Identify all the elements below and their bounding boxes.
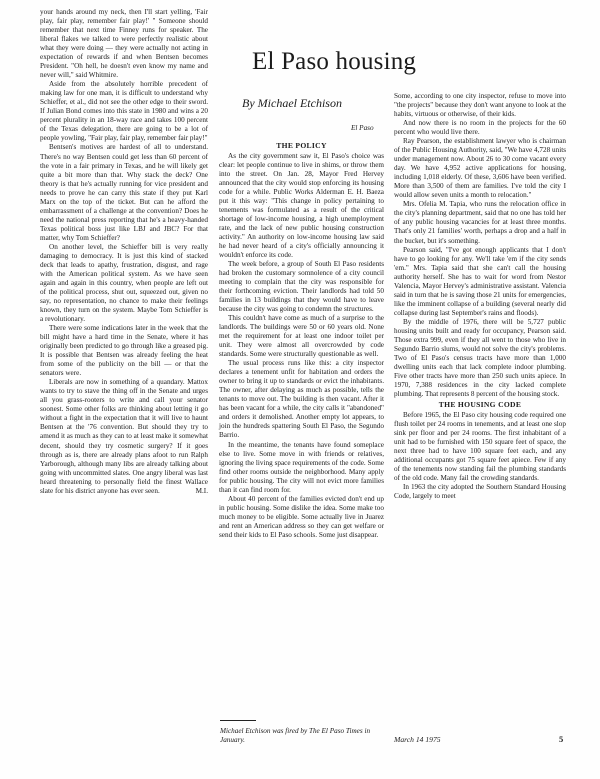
- paragraph: Liberals are now in something of a quandary. Mattox wants to try to stave the thing off in the Senate and urges all you grass-rooters to write and call your senator soonest. Some other folks are thinking about letting it go without a fight in the expectation that it will live to haunt Bentsen at the '76 convention. But should they try to amend it as much as they can to at least make it somewhat decent, should they try cosmetic surgery? If it goes through as is, there are already plans afoot to run Ralph Yarborough, although many libs are already talking about going with uncommitted slates. One angry liberal was last heard threatening to personally field the finest Wallace slate for his district anyone has ever seen.: [40, 378, 208, 495]
- paragraph: On another level, the Schieffer bill is very really damaging to democracy. It is just this kind of stacked deck that leads to apathy, frustration, disgust, and rage with the American political system. As we have seen again and again in this country, when people are left out of the political process, shut out, squeezed out, given no say, no representation, no chance to make their feelings known, they turn on the system. Maybe Tom Schieffer is a revolutionary.: [40, 242, 208, 324]
- paragraph: Aside from the absolutely horrible precedent of making law for one man, it is difficult to understand why Schieffer, et al., did not see the other edge to their sword. If Julian Bond comes into this state in 1980 and wins a 20 percent plurality in an 18-way race and takes 100 percent of the Texas delegation, there are going to be a lot of people yowling, "Fair play, fair play, remember fair play!": [40, 80, 208, 143]
- column-middle: [219, 140, 384, 540]
- section-heading-policy: THE POLICY: [276, 141, 327, 150]
- paragraph: Ray Pearson, the establishment lawyer who is chairman of the Public Housing Authority, said, "We have 4,728 units under management now. About 26 to 30 come vacant every day. We have 4,952 active applications for housing, including 1,018 elderly. Of these, 3,606 have been verified. More than 3,500 of them are families. I've told the city I would allow seven units a month to relocation.": [394, 137, 566, 200]
- byline: By Michael Etchison: [242, 96, 342, 110]
- author-initials: M.I.: [195, 486, 208, 495]
- paragraph: There were some indications later in the week that the bill might have a hard time in the Senate, where it has originally been predicted to go through like a greased pig. It is possible that Bentsen was already feeling the heat from some of the publicity on the bill — or that the senators were.: [40, 324, 208, 378]
- paragraph: This couldn't have come as much of a surprise to the landlords. The buildings were 50 or 60 years old. None met the requirement for at least one indoor toilet per unit. They were almost all overcrowded by code standards. Some were structurally questionable as well.: [219, 314, 384, 359]
- paragraph: Before 1965, the El Paso city housing code required one flush toilet per 24 rooms in tenements, and at least one slop sink per floor and per 24 rooms. The first inhabitant of a unit had to be furnished with 150 square feet of space, the next three had to have 100 square feet each, and any additional occupants got 75 square feet apiece. Few if any of the tenements now standing fail the plumbing standards of the old code. Many fail the crowding standards.: [394, 410, 566, 482]
- headline: El Paso housing: [252, 48, 417, 75]
- column-left: [40, 8, 208, 496]
- paragraph: About 40 percent of the families evicted don't end up in public housing. Some dislike the idea. Some make too much money to be eligible. Some actually live in Juarez and rent an American address so they can get welfare or send their kids to El Paso schools. Some just disappear.: [219, 494, 384, 539]
- paragraph: Mrs. Ofelia M. Tapia, who runs the relocation office in the city's planning department, said that no one has told her of any public housing vacancies for at least three months. That's only 21 families' worth, perhaps a drop and a half in the bucket, but it's something.: [394, 200, 566, 245]
- paragraph: By the middle of 1976, there will be 5,727 public housing units built and ready for occupancy, Pearson said. Those extra 999, even if they all went to those who live in Segundo Barrio slums, would not solve the city's problems. Two of El Paso's census tracts have more than 1,000 dwelling units each that lack complete indoor plumbing. Five other tracts have more than 250 such units apiece. In 1970, 7,388 residences in the city lacked complete plumbing. That represents 8 percent of the housing stock.: [394, 317, 566, 399]
- author-credit: Michael Etchison was fired by The El Paso Times in January.: [220, 727, 371, 745]
- paragraph: The usual process runs like this: a city inspector declares a tenement unfit for habitation and orders the owner to bring it up to standards or evict the inhabitants. The owner, after delaying as much as possible, tells the tenants to move out. The building is then vacant. After it has been vacant for a while, the city calls it "abandoned" and orders it demolished. Another empty lot appears, to join the hundreds spattering South El Paso, the Segundo Barrio.: [219, 359, 384, 440]
- paragraph: Bentsen's motives are hardest of all to understand. There's no way Bentsen could get less than 60 percent of the vote in a fair primary in Texas, and he will likely get quite a bit more than that. Why stack the deck? One theory is that he's actually running for vice president and needs to prove he can carry this state if they put Karl Marx on the top of the ticket. But can he afford the embarrassment of a challenge at the convention? Does he need the national press reporting that he's a heavy-handed Texas political boss just like LBJ and JBC? For that matter, why Tom Schieffer?: [40, 143, 208, 242]
- paragraph: Pearson said, "I've got enough applicants that I don't have to go looking for any. We'll take 'em if the city sends 'em." Mrs. Tapia said that she can't call the housing authority herself. She has to wait for word from Nestor Valencia, Mayor Hervey's administrative assistant. Valencia said in turn that he is saving those 21 units for emergencies, like the imminent collapse of a building (several nearly did collapse during last September's rains and floods).: [394, 245, 566, 317]
- paragraph: Some, according to one city inspector, refuse to move into "the projects" because they don't want anyone to look at the habits, virtuous or otherwise, of their kids.: [394, 92, 566, 119]
- paragraph: The week before, a group of South El Paso residents had broken the customary somnolence of a city council meeting to complain that the city was responsible for their forthcoming eviction. Their landlords had told 50 families in 13 buildings that they would have to leave because the city was going to condemn the structures.: [219, 259, 384, 314]
- paragraph: In 1963 the city adopted the Southern Standard Housing Code, largely to meet: [394, 482, 566, 500]
- paragraph: And now there is no room in the projects for the 60 percent who would live there.: [394, 119, 566, 137]
- issue-date: March 14 1975: [394, 735, 441, 744]
- page-number: 5: [559, 734, 564, 744]
- credit-rule: [220, 720, 256, 721]
- dateline: El Paso: [351, 124, 374, 132]
- paragraph: As the city government saw it, El Paso's choice was clear: let people continue to live in shims, or throw them into the street. On Jan. 28, Mayor Fred Hervey announced that the city would stop enforcing its housing code for a while. Public Works Alderman E. H. Baeza put it this way: "This change in policy pertaining to tenements was formulated as a result of the critical shortage of low-income housing, a high unemployment rate, and the lack of new public housing construction activity." An authority on low-income housing law said he had never heard of a city's officially announcing it wouldn't enforce its code.: [219, 151, 384, 259]
- section-heading-housing-code: THE HOUSING CODE: [438, 400, 522, 410]
- paragraph: your hands around my neck, then I'll start yelling, 'Fair play, fair play, remember fair play!' " Someone should remember that next time Finney runs for speaker. The liberal flakes we talked to were perfectly realistic about what they were doing — they were actually not acting in expectation of rewards if and when Bentsen becomes President. "Oh hell, he doesn't even know my name and never will," said Whitmire.: [40, 8, 208, 80]
- paragraph: In the meantime, the tenants have found someplace else to live. Some move in with friends or relatives, ignoring the living space requirements of the code. Some find other rooms outside the neighborhood. Many apply for public housing. The city will not evict more families than it can find room for.: [219, 440, 384, 494]
- column-right: [394, 92, 566, 501]
